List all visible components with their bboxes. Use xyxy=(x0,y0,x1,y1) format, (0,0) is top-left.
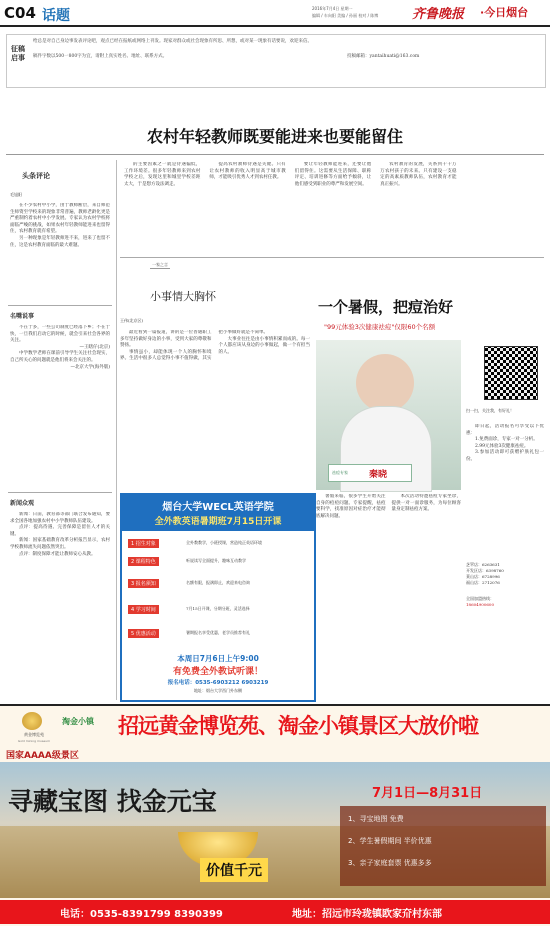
xinwen-body: 新闻：日前，教育部等部门联合发布通知，要求全国各地加强农村中小学教师队伍建设。 点评：提高待遇、完善保障是留住人才的关键。 新闻：国家基础教育改革分析报告显示，农村学校教师流失问题依然突出。 点评：制度保障才能让教师安心从教。 xyxy=(10,512,110,557)
expert-name-tag: 祛痘专家 秦晓 xyxy=(328,464,412,482)
notice-text-3: 投稿邮箱：yantaihuati@163.com xyxy=(347,54,420,59)
edition-name: ·今日烟台 xyxy=(480,6,529,19)
acne-ad-subline: "99元体验3次健康祛痘"仅限60个名额 xyxy=(324,323,436,331)
toutiao-author: 毛旭阳 xyxy=(10,192,22,197)
acne-ad-body: 暑假来临，很多学生开始关注自身的痘痘问题。专家提醒，祛痘要科学，找准原因对症治疗才能彻底解决问题。 本次活动特邀祛痘专家坐诊，提供一对一面诊服务，为每位顾客量身定制祛痘方案。 xyxy=(316,494,461,519)
brand-logo: 齐鲁晚报 xyxy=(412,7,465,22)
gold-town-logo: 淘金小镇 xyxy=(62,717,94,726)
section-title: 话题 xyxy=(42,8,70,24)
scenic-badge: 国家AAAA级景区 xyxy=(6,751,79,761)
gold-headline: 招远黄金博览苑、淘金小镇景区大放价啦 xyxy=(118,714,478,738)
notice-label: 征稿启事 xyxy=(11,45,25,62)
column2-title: 小事情大胸怀 xyxy=(150,290,216,303)
gold-museum-logo: 黄金博览苑 Gold mining museum xyxy=(6,712,62,746)
promo-date: 7月1日—8月31日 xyxy=(372,786,483,801)
promo-list: 1、寻宝地图 免费 2、学生暑假期间 半价优惠 3、亲子家庭套票 优惠多多 xyxy=(340,806,546,886)
english-ad-slogan: 全外教英语暑期班7月15日开课 xyxy=(154,517,282,527)
scenic-photo xyxy=(0,762,550,898)
expert-photo xyxy=(316,340,461,490)
english-ad-date: 本周日7月6日上午9:00 xyxy=(177,654,259,663)
gold-town-ad xyxy=(0,704,550,926)
acne-ad xyxy=(316,262,544,698)
mingjia-label: 名嘴说事 xyxy=(10,313,35,320)
english-ad-row-1: 1 招生对象 全外教教学，小班授课，营造纯正英语环境 xyxy=(128,539,308,553)
english-ad xyxy=(120,493,316,702)
expert-figure xyxy=(356,354,414,412)
gold-address: 地址：招远市玲珑镇欧家夼村东部 xyxy=(292,909,442,920)
english-ad-row-2: 2 课程特色 听说读写全面提升，趣味互动教学 xyxy=(128,557,308,571)
value-badge: 价值千元 xyxy=(200,858,268,882)
toutiao-body: 在不少农村中小学，由于教师断层，来自师范生师资至学校来的现象非常普遍，教师老龄化更是严重制约着农村中小学发展。专家认为农村学校将面临严峻的挑战，如果农村年轻教师能进来也留得住，农村教育就有希望。 另一种现象是年轻教师进不来，进来了也留不住，这是农村教育面临的最大难题。 xyxy=(10,203,110,248)
column2-body: 最近看到一篇报道，讲的是一位普通职工多年坚持做好身边的小事，受到大家的尊敬和赞扬。 事情虽小，却能体现一个人的胸怀和境界。生活中很多人总觉得小事不值得做，其实把小事做好就是不简单。 大事业往往是由小事情积累而成的。每一个人都应该从身边的小事做起，做一个有担当的人。 xyxy=(120,330,310,362)
headline: 农村年轻教师既要能进来也要能留住 xyxy=(146,127,403,146)
hotline-number: 18604900600 xyxy=(466,602,494,607)
qr-caption: 扫一扫，关注我，有好礼！ xyxy=(466,408,514,413)
mingjia-body: 不在于多，一些公司制度已经落下乡；不在于快，一旦我们启动它的时候，就会引来社会各界的关注。 —王瞎仔(北京) 中学数学老师在课前引导学生关注社会现实，自己所关心的问题就是他们将来会关注的。 —北京大学(海外版) xyxy=(10,325,110,370)
xinwen-label: 新闻众观 xyxy=(10,500,35,507)
store-addresses: 芝罘店：6263631 开发区店：6398760 莱山店：6728996 福山店：2712076 全国加盟热线： 18604900600 xyxy=(466,562,544,608)
notice-text-2: 稿件字数以500一800字为宜，请附上真实姓名、地址、联系方式。 xyxy=(33,54,168,59)
english-ad-row-5: 5 优惠活动 暑期报名享受优惠，老学员推荐有礼 xyxy=(128,629,308,643)
qr-code xyxy=(484,346,538,400)
english-ad-address: 地址：烟台大学西门外东侧 xyxy=(194,688,242,693)
english-ad-phone: 报名电话：0535-6903212 6903219 xyxy=(167,680,269,686)
english-ad-event: 有免费全外教试听课！ xyxy=(172,667,263,677)
main-article-body: 的主要因素之一就是待遇偏低，工作环境差。很多年轻教师来到农村学校之后，发现这里和城里学校差距太大，于是想方设法调走。 提高农村教师待遇是关键。只有让农村教师的收入明显高于城市教师，才能吸引优秀人才到农村任教。 要让年轻教师能进来，还要让他们留得住。这需要从生活保障、职称评定、培训进修等方面给予倾斜，让他们感受到职业的尊严和发展空间。 农村教育的发展，关系到千千万万农村孩子的未来。只有建设一支稳定的高素质教师队伍，农村教育才能真正振兴。 xyxy=(124,162,457,187)
english-ad-row-4: 4 学习时间 7月15日开课，分期分班，灵活选择 xyxy=(128,605,308,619)
acne-ad-headline: 一个暑假，把痘治好 xyxy=(318,298,454,316)
gold-footer xyxy=(0,900,550,924)
english-ad-org: 烟台大学WECL英语学院 xyxy=(162,502,274,513)
column2-author: 王伟(北京区) xyxy=(120,318,144,323)
page-header xyxy=(0,0,550,26)
editor-line: 编辑 / 车向阳 美编 / 孙丽 校对 / 陈博 xyxy=(312,13,379,18)
gold-logo-icon xyxy=(22,712,42,730)
english-ad-row-3: 3 报名须知 名额有限，报满即止，欢迎来电咨询 xyxy=(128,579,308,593)
page-code: C04 xyxy=(4,4,36,22)
column2-label: 一家之言 xyxy=(152,262,168,267)
treasure-title: 寻藏宝图 找金元宝 xyxy=(8,787,217,816)
gold-phone: 电话：0535-8391799 8390399 xyxy=(60,909,223,920)
date-line: 2016年7月4日 星期一 xyxy=(312,6,353,11)
notice-text-1: 给总是对自己身边事发表评论吧，观点已经在报纸或网络上刊发。现家对群众或社会现象有所思、所想，或对某一现象有话要说，欢迎来信。 xyxy=(33,39,312,44)
toutiao-label: 头条评论 xyxy=(22,172,50,180)
call-for-papers xyxy=(6,34,546,88)
acne-side-text: 即日起，活动报名可享受以下优惠： 1.免费面诊，专家一对一分析。 2.99元体验3次健康祛痘。 3.参加活动即可获赠护肤礼包一份。 xyxy=(466,424,544,462)
